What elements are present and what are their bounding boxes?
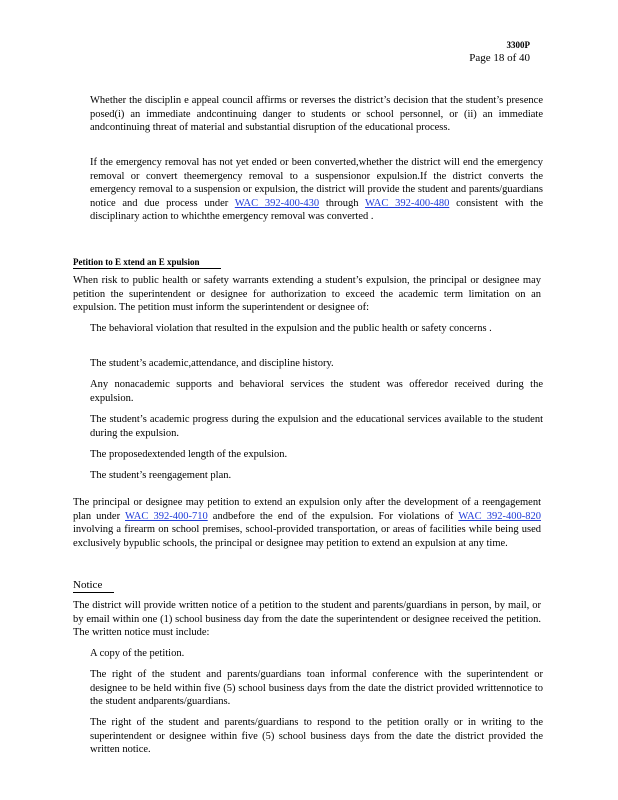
section-heading-notice: Notice (73, 579, 114, 593)
list-item-text: The student’s reengagement plan. (90, 470, 232, 481)
list-item-text: The proposedextended length of the expulsion. (90, 449, 288, 460)
wac-link[interactable]: WAC 392-400-710 (125, 510, 208, 522)
text-run: consistent with the disciplinary action to whichthe emergency removal was converted . (90, 197, 544, 223)
text-run: through (319, 197, 366, 209)
list-item-text: The behavioral violation that resulted in the expulsion and the public health or safety concerns . (90, 323, 492, 334)
list-item-text (90, 156, 543, 224)
list-item-text: The student’s academic,attendance, and discipline history. (90, 358, 334, 369)
page-number: Page 18 of 40 (469, 52, 530, 64)
list-item (73, 378, 543, 405)
petition-intro: When risk to public health or safety warrants extending a student’s expulsion, the principal or designee may petition the superintendent or designee for authorization to exceed the academic term limitation on an expulsion. The petition must inform the superintendent or designee of: (73, 275, 541, 314)
wac-link[interactable]: WAC 392-400-820 (458, 510, 542, 522)
wac-link[interactable]: WAC 392-400-430 (234, 197, 320, 209)
list-item (73, 448, 543, 462)
list-item (73, 322, 543, 336)
notice-intro: The district will provide written notice of a petition to the student and parents/guardians in person, by mail, or by email within one (1) school business day from the date the superintendent or designee received the petition. The written notice must include: (73, 600, 541, 639)
list-item-text: The student’s academic progress during the expulsion and the educational services available to the student during the expulsion. (90, 414, 543, 439)
list-item (73, 156, 543, 224)
list-item (73, 357, 543, 371)
section-heading-petition: Petition to E xtend an E xpulsion (73, 257, 221, 269)
petition-closing (73, 496, 541, 550)
list-item-text: The right of the student and parents/guardians to respond to the petition orally or in writing to the superintendent or designee within five (5) school business days from the date the district provided the written notice. (90, 717, 543, 756)
list-item-text: A copy of the petition. (90, 648, 185, 659)
text-run: involving a firearm on school premises, school-provided transportation, or areas of facilities while being used exclusively bypublic schools, the principal or designee may petition to extend an expulsion at any time. (73, 524, 541, 549)
list-item (73, 716, 543, 757)
list-item (73, 469, 543, 483)
wac-link[interactable]: WAC 392-400-480 (365, 197, 450, 209)
list-item-text: Any nonacademic supports and behavioral services the student was offeredor received during the expulsion. (90, 379, 543, 404)
text-run: The principal or designee may petition to extend an expulsion only after the development of a reengagement plan under (73, 497, 541, 522)
policy-code: 3300P (506, 40, 530, 50)
list-item-text: Whether the disciplin e appeal council affirms or reverses the district’s decision that the student’s presence posed(i) an immediate andcontinuing danger to students or school personnel, or (ii) an immediate andcontinuing threat of material and substantial disruption of the educational process. (90, 95, 543, 134)
text-run: If the emergency removal has not yet ended or been converted,whether the district will end the emergency removal or convert theemergency removal to a suspensionor expulsion.If the district converts the emergency removal to a suspension or expulsion, the district will provide the student and parents/guardians notice and due process under (90, 157, 543, 209)
list-item (73, 94, 543, 135)
list-item-text: The right of the student and parents/guardians toan informal conference with the superintendent or designee to be held within five (5) school business days from the date the district provided writtennotice to the student andparents/guardians. (90, 669, 543, 708)
list-item (73, 413, 543, 440)
text-run: andbefore the end of the expulsion. For violations of (207, 510, 459, 522)
list-item (73, 647, 543, 661)
list-item (73, 668, 543, 709)
